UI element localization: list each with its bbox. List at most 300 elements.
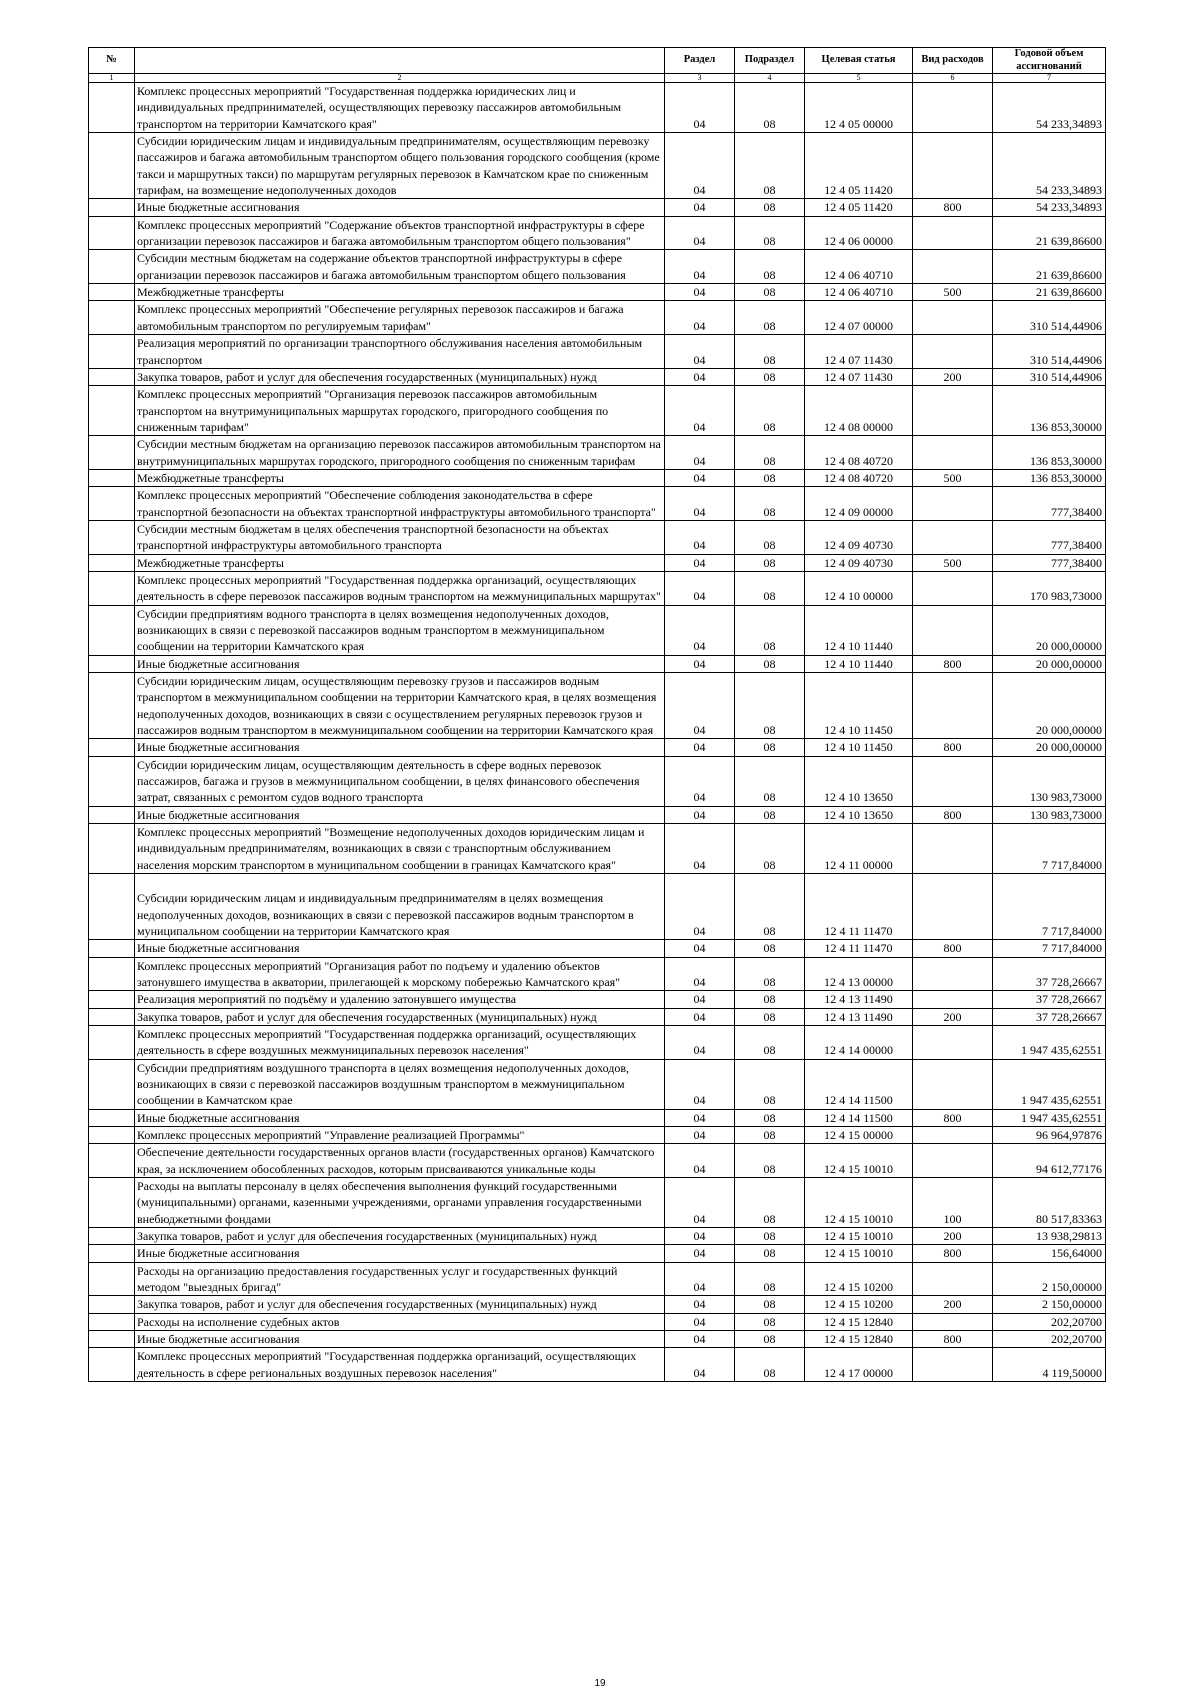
- row-subsection-cell: 08: [735, 824, 805, 874]
- row-amount-cell: 20 000,00000: [993, 739, 1106, 756]
- row-number-cell: [89, 520, 135, 554]
- row-name-cell: Субсидии юридическим лицам и индивидуальным предпринимателям, осуществляющим перевозку пассажиров и багажа автомобильным транспортом общего пользования городского сообщения (кроме такси и маршрутных такси) по маршрутам регулярных перевозок в Камчатском крае по сниженным тарифам, на возмещение недополученных доходов: [135, 133, 665, 199]
- table-row: [89, 1228, 1106, 1245]
- header-subsection: Подраздел: [735, 48, 805, 74]
- row-section-cell: 04: [665, 1126, 735, 1143]
- row-number-cell: [89, 1059, 135, 1109]
- table-row: [89, 520, 1106, 554]
- row-subsection-cell: 08: [735, 1228, 805, 1245]
- row-number-cell: [89, 571, 135, 605]
- row-subsection-cell: 08: [735, 756, 805, 806]
- row-amount-cell: 94 612,77176: [993, 1144, 1106, 1178]
- row-amount-cell: 20 000,00000: [993, 655, 1106, 672]
- row-number-cell: [89, 1245, 135, 1262]
- row-amount-cell: 2 150,00000: [993, 1262, 1106, 1296]
- row-amount-cell: 777,38400: [993, 554, 1106, 571]
- row-name-cell: Иные бюджетные ассигнования: [135, 1109, 665, 1126]
- table-row: [89, 436, 1106, 470]
- row-amount-cell: 170 983,73000: [993, 571, 1106, 605]
- row-name-cell: Комплекс процессных мероприятий "Возмещение недополученных доходов юридическим лицам и индивидуальным предпринимателям, возникающих в связи с транспортным обслуживанием населения морским транспортом в муниципальном сообщении в границах Камчатского края": [135, 824, 665, 874]
- row-section-cell: 04: [665, 554, 735, 571]
- row-section-cell: 04: [665, 368, 735, 385]
- row-name-cell: Комплекс процессных мероприятий "Государственная поддержка организаций, осуществляющих деятельность в сфере воздушных межмуниципальных перевозок населения": [135, 1025, 665, 1059]
- row-name-cell: Иные бюджетные ассигнования: [135, 940, 665, 957]
- table-row: [89, 1178, 1106, 1228]
- row-name-cell: Комплекс процессных мероприятий "Обеспечение соблюдения законодательства в сфере транспортной безопасности на объектах транспортной инфраструктуры автомобильного транспорта": [135, 487, 665, 521]
- row-amount-cell: 310 514,44906: [993, 368, 1106, 385]
- row-target-cell: 12 4 13 11490: [805, 1008, 913, 1025]
- row-amount-cell: 1 947 435,62551: [993, 1109, 1106, 1126]
- row-subsection-cell: 08: [735, 1059, 805, 1109]
- row-exptype-cell: 800: [913, 806, 993, 823]
- row-name-cell: Субсидии предприятиям воздушного транспорта в целях возмещения недополученных доходов, возникающих в связи с перевозкой пассажиров воздушным транспортом в межмуниципальном сообщении в Камчатском крае: [135, 1059, 665, 1109]
- row-name-cell: Закупка товаров, работ и услуг для обеспечения государственных (муниципальных) нужд: [135, 368, 665, 385]
- row-exptype-cell: 200: [913, 368, 993, 385]
- row-name-cell: Субсидии юридическим лицам, осуществляющим перевозку грузов и пассажиров водным транспортом в межмуниципальном сообщении на территории Камчатского края, в целях возмещения недополученных доходов, возникающих в связи с осуществлением регулярных перевозок грузов и пассажиров водным транспортом в межмуниципальном сообщении на территории Камчатского края: [135, 673, 665, 739]
- row-name-cell: Закупка товаров, работ и услуг для обеспечения государственных (муниципальных) нужд: [135, 1008, 665, 1025]
- row-target-cell: 12 4 08 00000: [805, 386, 913, 436]
- row-target-cell: 12 4 17 00000: [805, 1348, 913, 1382]
- row-exptype-cell: [913, 874, 993, 940]
- table-row: [89, 806, 1106, 823]
- row-name-cell: Комплекс процессных мероприятий "Государственная поддержка организаций, осуществляющих деятельность в сфере региональных воздушных перевозок населения": [135, 1348, 665, 1382]
- row-number-cell: [89, 739, 135, 756]
- row-exptype-cell: [913, 605, 993, 655]
- row-exptype-cell: 500: [913, 284, 993, 301]
- row-amount-cell: 136 853,30000: [993, 386, 1106, 436]
- row-name-cell: Комплекс процессных мероприятий "Государственная поддержка юридических лиц и индивидуальных предпринимателей, осуществляющих перевозку пассажиров автомобильным транспортом на территории Камчатского края": [135, 83, 665, 133]
- table-row: [89, 1059, 1106, 1109]
- row-section-cell: 04: [665, 301, 735, 335]
- row-number-cell: [89, 335, 135, 369]
- row-amount-cell: 130 983,73000: [993, 756, 1106, 806]
- row-exptype-cell: [913, 1025, 993, 1059]
- row-exptype-cell: [913, 991, 993, 1008]
- row-subsection-cell: 08: [735, 1025, 805, 1059]
- table-row: [89, 301, 1106, 335]
- row-section-cell: 04: [665, 487, 735, 521]
- row-subsection-cell: 08: [735, 655, 805, 672]
- row-exptype-cell: [913, 436, 993, 470]
- table-row: [89, 874, 1106, 940]
- row-section-cell: 04: [665, 1008, 735, 1025]
- row-target-cell: 12 4 15 10010: [805, 1228, 913, 1245]
- table-row: [89, 1126, 1106, 1143]
- row-amount-cell: 20 000,00000: [993, 605, 1106, 655]
- row-amount-cell: 4 119,50000: [993, 1348, 1106, 1382]
- row-exptype-cell: [913, 571, 993, 605]
- row-amount-cell: 7 717,84000: [993, 940, 1106, 957]
- row-section-cell: 04: [665, 469, 735, 486]
- row-exptype-cell: [913, 1144, 993, 1178]
- header-name: [135, 48, 665, 74]
- row-exptype-cell: [913, 216, 993, 250]
- row-number-cell: [89, 133, 135, 199]
- row-section-cell: 04: [665, 250, 735, 284]
- row-target-cell: 12 4 11 11470: [805, 874, 913, 940]
- row-section-cell: 04: [665, 335, 735, 369]
- row-exptype-cell: 200: [913, 1228, 993, 1245]
- row-exptype-cell: [913, 824, 993, 874]
- table-row: [89, 83, 1106, 133]
- table-row: [89, 487, 1106, 521]
- row-number-cell: [89, 824, 135, 874]
- row-number-cell: [89, 216, 135, 250]
- row-target-cell: 12 4 09 40730: [805, 520, 913, 554]
- row-subsection-cell: 08: [735, 991, 805, 1008]
- table-row: [89, 1348, 1106, 1382]
- table-row: [89, 1262, 1106, 1296]
- row-exptype-cell: [913, 133, 993, 199]
- row-number-cell: [89, 301, 135, 335]
- row-subsection-cell: 08: [735, 487, 805, 521]
- row-section-cell: 04: [665, 739, 735, 756]
- table-row: [89, 1008, 1106, 1025]
- table-row: [89, 571, 1106, 605]
- column-number: 6: [913, 74, 993, 83]
- table-row: [89, 554, 1106, 571]
- row-subsection-cell: 08: [735, 83, 805, 133]
- row-name-cell: Комплекс процессных мероприятий "Содержание объектов транспортной инфраструктуры в сфере организации перевозок пассажиров и багажа автомобильным транспортом общего пользования": [135, 216, 665, 250]
- row-subsection-cell: 08: [735, 216, 805, 250]
- row-number-cell: [89, 469, 135, 486]
- column-number: 2: [135, 74, 665, 83]
- row-amount-cell: 202,20700: [993, 1313, 1106, 1330]
- row-name-cell: Иные бюджетные ассигнования: [135, 739, 665, 756]
- row-subsection-cell: 08: [735, 368, 805, 385]
- row-number-cell: [89, 1296, 135, 1313]
- row-target-cell: 12 4 13 00000: [805, 957, 913, 991]
- row-name-cell: Реализация мероприятий по организации транспортного обслуживания населения автомобильным транспортом: [135, 335, 665, 369]
- row-subsection-cell: 08: [735, 1008, 805, 1025]
- row-subsection-cell: 08: [735, 386, 805, 436]
- row-section-cell: 04: [665, 1245, 735, 1262]
- row-exptype-cell: [913, 520, 993, 554]
- row-subsection-cell: 08: [735, 1331, 805, 1348]
- row-subsection-cell: 08: [735, 957, 805, 991]
- row-number-cell: [89, 673, 135, 739]
- row-subsection-cell: 08: [735, 1126, 805, 1143]
- row-subsection-cell: 08: [735, 874, 805, 940]
- column-number: 4: [735, 74, 805, 83]
- row-name-cell: Иные бюджетные ассигнования: [135, 806, 665, 823]
- row-amount-cell: 54 233,34893: [993, 133, 1106, 199]
- row-number-cell: [89, 284, 135, 301]
- row-subsection-cell: 08: [735, 806, 805, 823]
- row-number-cell: [89, 655, 135, 672]
- row-target-cell: 12 4 15 12840: [805, 1313, 913, 1330]
- row-exptype-cell: 800: [913, 1109, 993, 1126]
- row-subsection-cell: 08: [735, 673, 805, 739]
- budget-table: [88, 47, 1106, 1382]
- row-amount-cell: 7 717,84000: [993, 874, 1106, 940]
- row-target-cell: 12 4 07 11430: [805, 335, 913, 369]
- row-target-cell: 12 4 06 00000: [805, 216, 913, 250]
- table-row: [89, 1296, 1106, 1313]
- table-row: [89, 335, 1106, 369]
- row-subsection-cell: 08: [735, 1245, 805, 1262]
- table-row: [89, 824, 1106, 874]
- row-subsection-cell: 08: [735, 335, 805, 369]
- table-row: [89, 673, 1106, 739]
- table-row: [89, 368, 1106, 385]
- row-exptype-cell: 800: [913, 1245, 993, 1262]
- row-subsection-cell: 08: [735, 1313, 805, 1330]
- row-subsection-cell: 08: [735, 436, 805, 470]
- row-name-cell: Субсидии предприятиям водного транспорта в целях возмещения недополученных доходов, возникающих в связи с перевозкой пассажиров водным транспортом в межмуниципальном сообщении на территории Камчатского края: [135, 605, 665, 655]
- row-number-cell: [89, 1313, 135, 1330]
- row-number-cell: [89, 1025, 135, 1059]
- row-exptype-cell: 500: [913, 469, 993, 486]
- row-number-cell: [89, 199, 135, 216]
- row-target-cell: 12 4 14 00000: [805, 1025, 913, 1059]
- row-section-cell: 04: [665, 83, 735, 133]
- row-section-cell: 04: [665, 1144, 735, 1178]
- row-name-cell: Комплекс процессных мероприятий "Организация перевозок пассажиров автомобильным транспортом на внутримуниципальных маршрутах городского, пригородного сообщения по сниженным тарифам": [135, 386, 665, 436]
- row-section-cell: 04: [665, 1178, 735, 1228]
- row-subsection-cell: 08: [735, 1144, 805, 1178]
- row-target-cell: 12 4 06 40710: [805, 284, 913, 301]
- row-number-cell: [89, 1331, 135, 1348]
- table-row: [89, 655, 1106, 672]
- row-number-cell: [89, 957, 135, 991]
- row-subsection-cell: 08: [735, 284, 805, 301]
- row-number-cell: [89, 991, 135, 1008]
- row-amount-cell: 156,64000: [993, 1245, 1106, 1262]
- row-section-cell: 04: [665, 571, 735, 605]
- row-number-cell: [89, 1008, 135, 1025]
- row-subsection-cell: 08: [735, 133, 805, 199]
- row-subsection-cell: 08: [735, 301, 805, 335]
- row-exptype-cell: [913, 756, 993, 806]
- row-name-cell: Субсидии местным бюджетам на организацию перевозок пассажиров автомобильным транспортом на внутримуниципальных маршрутах городского, пригородного сообщения по сниженным тарифам: [135, 436, 665, 470]
- table-row: [89, 756, 1106, 806]
- row-target-cell: 12 4 06 40710: [805, 250, 913, 284]
- row-amount-cell: 130 983,73000: [993, 806, 1106, 823]
- row-amount-cell: 37 728,26667: [993, 1008, 1106, 1025]
- row-exptype-cell: [913, 335, 993, 369]
- row-section-cell: 04: [665, 386, 735, 436]
- row-name-cell: Иные бюджетные ассигнования: [135, 1245, 665, 1262]
- column-number: 1: [89, 74, 135, 83]
- table-header: [89, 48, 1106, 83]
- row-exptype-cell: 200: [913, 1296, 993, 1313]
- column-number: 5: [805, 74, 913, 83]
- row-number-cell: [89, 1228, 135, 1245]
- table-row: [89, 216, 1106, 250]
- row-target-cell: 12 4 08 40720: [805, 469, 913, 486]
- row-target-cell: 12 4 08 40720: [805, 436, 913, 470]
- row-subsection-cell: 08: [735, 605, 805, 655]
- row-amount-cell: 2 150,00000: [993, 1296, 1106, 1313]
- row-subsection-cell: 08: [735, 571, 805, 605]
- row-name-cell: Межбюджетные трансферты: [135, 469, 665, 486]
- table-row: [89, 940, 1106, 957]
- table-body: [89, 83, 1106, 1382]
- row-number-cell: [89, 874, 135, 940]
- row-exptype-cell: [913, 386, 993, 436]
- row-name-cell: Расходы на исполнение судебных актов: [135, 1313, 665, 1330]
- row-name-cell: Субсидии местным бюджетам на содержание объектов транспортной инфраструктуры в сфере организации перевозок пассажиров и багажа автомобильным транспортом общего пользования: [135, 250, 665, 284]
- row-amount-cell: 310 514,44906: [993, 335, 1106, 369]
- row-exptype-cell: 800: [913, 940, 993, 957]
- row-target-cell: 12 4 09 00000: [805, 487, 913, 521]
- row-target-cell: 12 4 14 11500: [805, 1059, 913, 1109]
- row-section-cell: 04: [665, 605, 735, 655]
- table-row: [89, 739, 1106, 756]
- table-row: [89, 1331, 1106, 1348]
- row-target-cell: 12 4 05 00000: [805, 83, 913, 133]
- row-amount-cell: 21 639,86600: [993, 216, 1106, 250]
- row-section-cell: 04: [665, 1262, 735, 1296]
- row-exptype-cell: [913, 1126, 993, 1143]
- row-section-cell: 04: [665, 284, 735, 301]
- row-number-cell: [89, 1126, 135, 1143]
- row-name-cell: Субсидии местным бюджетам в целях обеспечения транспортной безопасности на объектах транспортной инфраструктуры автомобильного транспорта: [135, 520, 665, 554]
- row-target-cell: 12 4 10 11450: [805, 739, 913, 756]
- row-target-cell: 12 4 10 13650: [805, 756, 913, 806]
- row-amount-cell: 202,20700: [993, 1331, 1106, 1348]
- row-section-cell: 04: [665, 806, 735, 823]
- table-row: [89, 1025, 1106, 1059]
- table-row: [89, 605, 1106, 655]
- row-number-cell: [89, 554, 135, 571]
- header-target: Целевая статья: [805, 48, 913, 74]
- row-section-cell: 04: [665, 1348, 735, 1382]
- row-amount-cell: 1 947 435,62551: [993, 1059, 1106, 1109]
- row-exptype-cell: [913, 1262, 993, 1296]
- row-name-cell: Межбюджетные трансферты: [135, 554, 665, 571]
- row-name-cell: Межбюджетные трансферты: [135, 284, 665, 301]
- row-exptype-cell: [913, 487, 993, 521]
- table-row: [89, 1245, 1106, 1262]
- row-subsection-cell: 08: [735, 940, 805, 957]
- row-target-cell: 12 4 09 40730: [805, 554, 913, 571]
- table-row: [89, 199, 1106, 216]
- row-number-cell: [89, 806, 135, 823]
- row-section-cell: 04: [665, 436, 735, 470]
- row-subsection-cell: 08: [735, 1262, 805, 1296]
- row-number-cell: [89, 83, 135, 133]
- row-number-cell: [89, 1262, 135, 1296]
- row-name-cell: Закупка товаров, работ и услуг для обеспечения государственных (муниципальных) нужд: [135, 1296, 665, 1313]
- row-number-cell: [89, 605, 135, 655]
- row-section-cell: 04: [665, 991, 735, 1008]
- row-section-cell: 04: [665, 673, 735, 739]
- table-row: [89, 386, 1106, 436]
- row-target-cell: 12 4 15 10200: [805, 1296, 913, 1313]
- row-name-cell: Субсидии юридическим лицам и индивидуальным предпринимателям в целях возмещения недополученных доходов, возникающих в связи с перевозкой пассажиров водным транспортом в муниципальном сообщении на территории Камчатского края: [135, 874, 665, 940]
- row-name-cell: Иные бюджетные ассигнования: [135, 655, 665, 672]
- row-target-cell: 12 4 05 11420: [805, 199, 913, 216]
- table-row: [89, 1144, 1106, 1178]
- row-target-cell: 12 4 07 11430: [805, 368, 913, 385]
- row-exptype-cell: [913, 1313, 993, 1330]
- row-amount-cell: 777,38400: [993, 520, 1106, 554]
- row-target-cell: 12 4 15 12840: [805, 1331, 913, 1348]
- table-row: [89, 284, 1106, 301]
- row-subsection-cell: 08: [735, 250, 805, 284]
- row-amount-cell: 37 728,26667: [993, 991, 1106, 1008]
- row-amount-cell: 136 853,30000: [993, 436, 1106, 470]
- row-amount-cell: 80 517,83363: [993, 1178, 1106, 1228]
- row-exptype-cell: [913, 1059, 993, 1109]
- row-number-cell: [89, 487, 135, 521]
- row-amount-cell: 13 938,29813: [993, 1228, 1106, 1245]
- row-number-cell: [89, 1348, 135, 1382]
- row-number-cell: [89, 1109, 135, 1126]
- row-section-cell: 04: [665, 824, 735, 874]
- row-exptype-cell: [913, 83, 993, 133]
- row-target-cell: 12 4 14 11500: [805, 1109, 913, 1126]
- row-section-cell: 04: [665, 1228, 735, 1245]
- row-target-cell: 12 4 10 11440: [805, 605, 913, 655]
- row-section-cell: 04: [665, 1059, 735, 1109]
- row-target-cell: 12 4 15 10010: [805, 1245, 913, 1262]
- row-target-cell: 12 4 15 10200: [805, 1262, 913, 1296]
- row-name-cell: Комплекс процессных мероприятий "Организация работ по подъему и удалению объектов затонувшего имущества в акватории, прилегающей к морскому побережью Камчатского края": [135, 957, 665, 991]
- row-section-cell: 04: [665, 874, 735, 940]
- row-target-cell: 12 4 11 00000: [805, 824, 913, 874]
- row-amount-cell: 21 639,86600: [993, 284, 1106, 301]
- row-amount-cell: 96 964,97876: [993, 1126, 1106, 1143]
- row-exptype-cell: 500: [913, 554, 993, 571]
- row-name-cell: Расходы на выплаты персоналу в целях обеспечения выполнения функций государственными (муниципальными) органами, казенными учреждениями, органами управления государственными внебюджетными фондами: [135, 1178, 665, 1228]
- row-amount-cell: 7 717,84000: [993, 824, 1106, 874]
- row-section-cell: 04: [665, 1296, 735, 1313]
- row-amount-cell: 54 233,34893: [993, 199, 1106, 216]
- row-exptype-cell: [913, 250, 993, 284]
- row-subsection-cell: 08: [735, 739, 805, 756]
- row-amount-cell: 37 728,26667: [993, 957, 1106, 991]
- row-number-cell: [89, 756, 135, 806]
- row-subsection-cell: 08: [735, 1348, 805, 1382]
- row-target-cell: 12 4 15 00000: [805, 1126, 913, 1143]
- table-row: [89, 957, 1106, 991]
- row-exptype-cell: 100: [913, 1178, 993, 1228]
- row-exptype-cell: 800: [913, 655, 993, 672]
- row-section-cell: 04: [665, 655, 735, 672]
- header-section: Раздел: [665, 48, 735, 74]
- table-row: [89, 133, 1106, 199]
- row-amount-cell: 1 947 435,62551: [993, 1025, 1106, 1059]
- row-target-cell: 12 4 11 11470: [805, 940, 913, 957]
- row-amount-cell: 20 000,00000: [993, 673, 1106, 739]
- row-subsection-cell: 08: [735, 1109, 805, 1126]
- row-section-cell: 04: [665, 1331, 735, 1348]
- row-exptype-cell: [913, 301, 993, 335]
- row-amount-cell: 54 233,34893: [993, 83, 1106, 133]
- column-number-row: [89, 74, 1106, 83]
- row-name-cell: Расходы на организацию предоставления государственных услуг и государственных функций методом "выездных бригад": [135, 1262, 665, 1296]
- table-row: [89, 469, 1106, 486]
- column-number: 3: [665, 74, 735, 83]
- row-target-cell: 12 4 10 11440: [805, 655, 913, 672]
- row-target-cell: 12 4 07 00000: [805, 301, 913, 335]
- row-amount-cell: 21 639,86600: [993, 250, 1106, 284]
- row-name-cell: Иные бюджетные ассигнования: [135, 1331, 665, 1348]
- row-target-cell: 12 4 10 00000: [805, 571, 913, 605]
- row-target-cell: 12 4 10 13650: [805, 806, 913, 823]
- row-subsection-cell: 08: [735, 199, 805, 216]
- row-name-cell: Комплекс процессных мероприятий "Государственная поддержка организаций, осуществляющих деятельность в сфере перевозок пассажиров водным транспортом на межмуниципальных маршрутах": [135, 571, 665, 605]
- row-number-cell: [89, 386, 135, 436]
- row-section-cell: 04: [665, 957, 735, 991]
- page-number: 19: [594, 1678, 606, 1689]
- column-number: 7: [993, 74, 1106, 83]
- budget-sheet: [88, 47, 1105, 1382]
- table-row: [89, 991, 1106, 1008]
